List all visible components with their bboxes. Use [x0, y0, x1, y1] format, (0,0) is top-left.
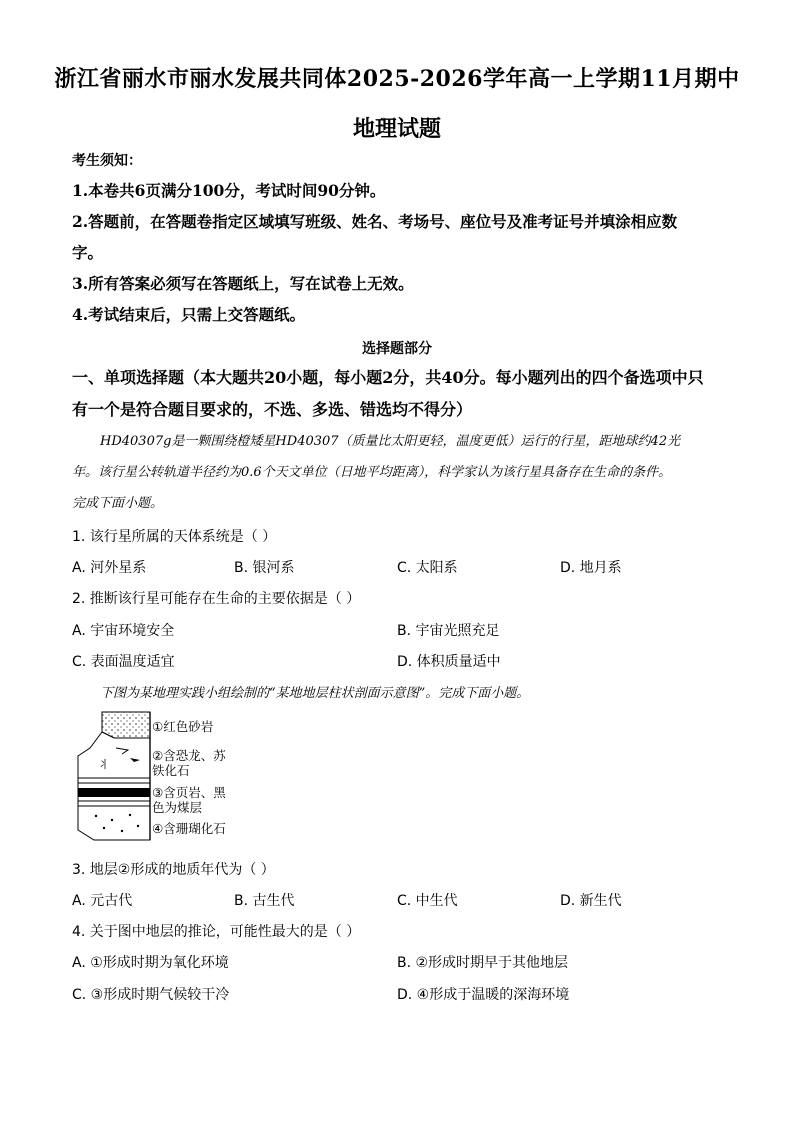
question-1: 1. 该行星所属的天体系统是（ ） — [72, 529, 277, 545]
question-3: 3. 地层②形成的地质年代为（ ） — [72, 862, 275, 878]
notice-item-1: 1.本卷共6页满分100分，考试时间90分钟。 — [72, 181, 386, 200]
q1-option-b: B. 银河系 — [234, 560, 295, 576]
strata-label-4: ④含珊瑚化石 — [152, 821, 226, 836]
q1-option-c: C. 太阳系 — [397, 560, 458, 576]
layer-2-fossil-bed — [78, 732, 150, 778]
strata-column-figure — [74, 710, 164, 844]
question-4: 4. 关于图中地层的推论，可能性最大的是（ ） — [72, 924, 361, 940]
q4-option-a: A. ①形成时期为氧化环境 — [72, 955, 229, 971]
strata-label-1: ①红色砂岩 — [152, 719, 214, 734]
q2-option-c: C. 表面温度适宜 — [72, 654, 175, 670]
q3-option-b: B. 古生代 — [234, 893, 295, 909]
strata-label-2-cont: 铁化石 — [152, 763, 190, 778]
strata-label-2: ②含恐龙、苏 — [152, 748, 226, 763]
notice-item-2-cont: 字。 — [72, 243, 104, 262]
exam-title: 浙江省丽水市丽水发展共同体2025-2026学年高一上学期11月期中 — [54, 66, 740, 92]
part-title: 选择题部分 — [362, 341, 432, 357]
notice-item-4: 4.考试结束后，只需上交答题纸。 — [72, 305, 306, 324]
notice-item-2: 2.答题前，在答题卷指定区域填写班级、姓名、考场号、座位号及准考证号并填涂相应数 — [72, 212, 678, 231]
q3-option-c: C. 中生代 — [397, 893, 458, 909]
section-heading-line1: 一、单项选择题（本大题共20小题，每小题2分，共40分。每小题列出的四个备选项中只 — [72, 368, 704, 387]
q1-option-a: A. 河外星系 — [72, 560, 147, 576]
exam-subtitle: 地理试题 — [352, 116, 441, 142]
layer-1-sandstone — [102, 712, 150, 738]
q3-option-a: A. 元古代 — [72, 893, 133, 909]
q2-option-d: D. 体积质量适中 — [397, 654, 501, 670]
q2-option-a: A. 宇宙环境安全 — [72, 623, 175, 639]
stem-paragraph-line3: 完成下面小题。 — [72, 496, 164, 511]
q1-option-d: D. 地月系 — [560, 560, 622, 576]
svg-text:⺦: ⺦ — [98, 758, 109, 771]
q2-option-b: B. 宇宙光照充足 — [397, 623, 500, 639]
notice-item-3: 3.所有答案必须写在答题纸上，写在试卷上无效。 — [72, 274, 414, 293]
q4-option-d: D. ④形成于温暖的深海环境 — [397, 987, 570, 1003]
strata-label-3: ③含页岩、黑 — [152, 785, 226, 800]
q4-option-b: B. ②形成时期早于其他地层 — [397, 955, 569, 971]
stem-paragraph-line2: 年。该行星公转轨道半径约为0.6个天文单位（日地平均距离），科学家认为该行星具备存在生命的条件。 — [72, 465, 672, 480]
q3-option-d: D. 新生代 — [560, 893, 622, 909]
section-heading-line2: 有一个是符合题目要求的，不选、多选、错选均不得分） — [72, 400, 473, 419]
layer-4-coral-bed — [78, 806, 150, 840]
q4-option-c: C. ③形成时期气候较干冷 — [72, 987, 230, 1003]
stem-paragraph-line1: HD40307g是一颗围绕橙矮星HD40307（质量比太阳更轻，温度更低）运行的行星，距地球约42光 — [100, 434, 681, 449]
stem-2: 下图为某地理实践小组绘制的“某地地层柱状剖面示意图”。完成下面小题。 — [100, 686, 530, 701]
coal-seam — [78, 788, 150, 797]
question-2: 2. 推断该行星可能存在生命的主要依据是（ ） — [72, 591, 361, 607]
notice-heading: 考生须知： — [72, 153, 142, 169]
strata-label-3-cont: 色为煤层 — [152, 800, 203, 815]
